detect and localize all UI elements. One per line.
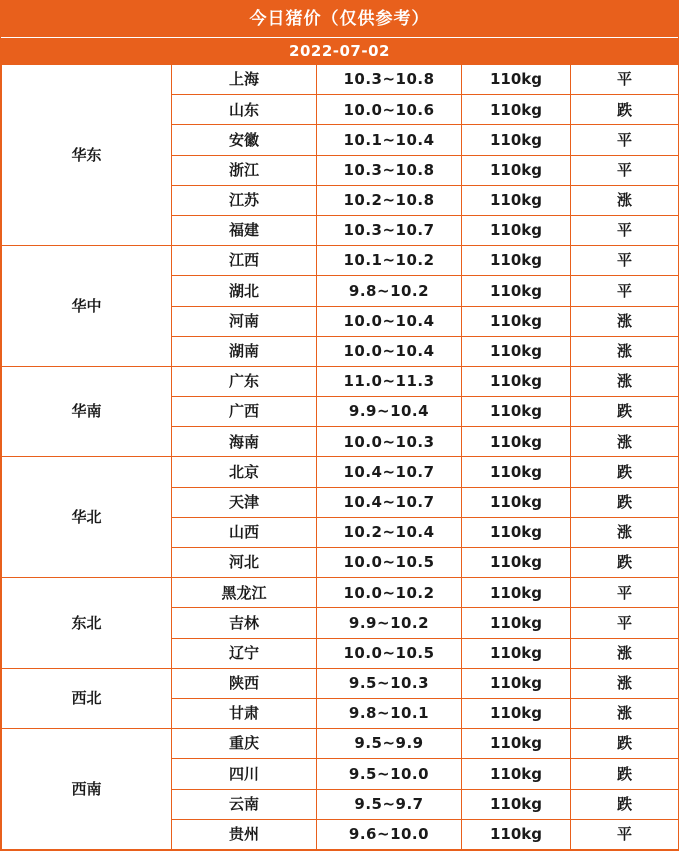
weight-cell: 110kg	[462, 397, 571, 427]
price-range-cell: 10.4~10.7	[317, 487, 462, 517]
trend-cell: 平	[571, 819, 679, 849]
region-cell: 东北	[2, 578, 172, 669]
price-range-cell: 10.3~10.8	[317, 65, 462, 95]
province-cell: 浙江	[172, 155, 317, 185]
price-range-cell: 9.9~10.4	[317, 397, 462, 427]
trend-cell: 平	[571, 276, 679, 306]
price-table-container	[1, 64, 678, 850]
price-range-cell: 10.2~10.4	[317, 517, 462, 547]
date-label: 2022-07-02	[1, 37, 678, 64]
weight-cell: 110kg	[462, 366, 571, 396]
trend-cell: 涨	[571, 366, 679, 396]
trend-cell: 跌	[571, 548, 679, 578]
region-cell: 西北	[2, 668, 172, 728]
trend-cell: 跌	[571, 759, 679, 789]
province-cell: 甘肃	[172, 698, 317, 728]
weight-cell: 110kg	[462, 789, 571, 819]
weight-cell: 110kg	[462, 517, 571, 547]
weight-cell: 110kg	[462, 155, 571, 185]
trend-cell: 平	[571, 125, 679, 155]
weight-cell: 110kg	[462, 336, 571, 366]
table-row	[2, 578, 679, 608]
province-cell: 江苏	[172, 185, 317, 215]
province-cell: 天津	[172, 487, 317, 517]
province-cell: 海南	[172, 427, 317, 457]
region-cell: 华南	[2, 366, 172, 457]
trend-cell: 涨	[571, 638, 679, 668]
province-cell: 贵州	[172, 819, 317, 849]
weight-cell: 110kg	[462, 638, 571, 668]
trend-cell: 涨	[571, 517, 679, 547]
price-range-cell: 10.0~10.6	[317, 95, 462, 125]
weight-cell: 110kg	[462, 548, 571, 578]
price-range-cell: 9.6~10.0	[317, 819, 462, 849]
trend-cell: 平	[571, 155, 679, 185]
table-row	[2, 457, 679, 487]
weight-cell: 110kg	[462, 578, 571, 608]
trend-cell: 跌	[571, 729, 679, 759]
trend-cell: 跌	[571, 487, 679, 517]
province-cell: 上海	[172, 65, 317, 95]
region-cell: 西南	[2, 729, 172, 850]
weight-cell: 110kg	[462, 487, 571, 517]
weight-cell: 110kg	[462, 185, 571, 215]
province-cell: 云南	[172, 789, 317, 819]
province-cell: 湖北	[172, 276, 317, 306]
price-range-cell: 10.0~10.3	[317, 427, 462, 457]
province-cell: 辽宁	[172, 638, 317, 668]
table-row	[2, 246, 679, 276]
weight-cell: 110kg	[462, 729, 571, 759]
region-cell: 华中	[2, 246, 172, 367]
trend-cell: 跌	[571, 397, 679, 427]
weight-cell: 110kg	[462, 698, 571, 728]
price-range-cell: 9.5~10.3	[317, 668, 462, 698]
price-range-cell: 9.8~10.2	[317, 276, 462, 306]
weight-cell: 110kg	[462, 95, 571, 125]
table-row	[2, 366, 679, 396]
weight-cell: 110kg	[462, 215, 571, 245]
trend-cell: 平	[571, 246, 679, 276]
province-cell: 安徽	[172, 125, 317, 155]
province-cell: 福建	[172, 215, 317, 245]
price-range-cell: 11.0~11.3	[317, 366, 462, 396]
trend-cell: 涨	[571, 185, 679, 215]
price-range-cell: 9.8~10.1	[317, 698, 462, 728]
province-cell: 陕西	[172, 668, 317, 698]
price-range-cell: 10.1~10.2	[317, 246, 462, 276]
trend-cell: 平	[571, 215, 679, 245]
price-table	[1, 64, 678, 850]
price-range-cell: 10.2~10.8	[317, 185, 462, 215]
weight-cell: 110kg	[462, 608, 571, 638]
weight-cell: 110kg	[462, 668, 571, 698]
page-title: 今日猪价（仅供参考）	[1, 1, 678, 37]
weight-cell: 110kg	[462, 65, 571, 95]
trend-cell: 跌	[571, 457, 679, 487]
weight-cell: 110kg	[462, 306, 571, 336]
province-cell: 河南	[172, 306, 317, 336]
province-cell: 黑龙江	[172, 578, 317, 608]
price-range-cell: 10.0~10.4	[317, 336, 462, 366]
trend-cell: 平	[571, 578, 679, 608]
province-cell: 吉林	[172, 608, 317, 638]
table-row	[2, 65, 679, 95]
price-range-cell: 10.4~10.7	[317, 457, 462, 487]
trend-cell: 跌	[571, 95, 679, 125]
weight-cell: 110kg	[462, 457, 571, 487]
weight-cell: 110kg	[462, 427, 571, 457]
region-cell: 华北	[2, 457, 172, 578]
price-range-cell: 10.0~10.5	[317, 548, 462, 578]
province-cell: 北京	[172, 457, 317, 487]
price-range-cell: 9.5~9.9	[317, 729, 462, 759]
trend-cell: 涨	[571, 698, 679, 728]
price-range-cell: 10.0~10.4	[317, 306, 462, 336]
trend-cell: 涨	[571, 306, 679, 336]
price-range-cell: 10.3~10.7	[317, 215, 462, 245]
province-cell: 广西	[172, 397, 317, 427]
table-row	[2, 729, 679, 759]
trend-cell: 平	[571, 608, 679, 638]
weight-cell: 110kg	[462, 276, 571, 306]
trend-cell: 涨	[571, 336, 679, 366]
price-range-cell: 9.5~10.0	[317, 759, 462, 789]
trend-cell: 涨	[571, 427, 679, 457]
province-cell: 山西	[172, 517, 317, 547]
price-range-cell: 10.3~10.8	[317, 155, 462, 185]
province-cell: 河北	[172, 548, 317, 578]
province-cell: 四川	[172, 759, 317, 789]
region-cell: 华东	[2, 65, 172, 246]
price-range-cell: 10.1~10.4	[317, 125, 462, 155]
table-row	[2, 668, 679, 698]
weight-cell: 110kg	[462, 125, 571, 155]
trend-cell: 涨	[571, 668, 679, 698]
weight-cell: 110kg	[462, 819, 571, 849]
weight-cell: 110kg	[462, 246, 571, 276]
price-table-body	[2, 65, 679, 850]
price-range-cell: 9.5~9.7	[317, 789, 462, 819]
price-range-cell: 9.9~10.2	[317, 608, 462, 638]
province-cell: 湖南	[172, 336, 317, 366]
province-cell: 山东	[172, 95, 317, 125]
trend-cell: 平	[571, 65, 679, 95]
price-range-cell: 10.0~10.5	[317, 638, 462, 668]
weight-cell: 110kg	[462, 759, 571, 789]
province-cell: 重庆	[172, 729, 317, 759]
trend-cell: 跌	[571, 789, 679, 819]
price-range-cell: 10.0~10.2	[317, 578, 462, 608]
province-cell: 江西	[172, 246, 317, 276]
province-cell: 广东	[172, 366, 317, 396]
